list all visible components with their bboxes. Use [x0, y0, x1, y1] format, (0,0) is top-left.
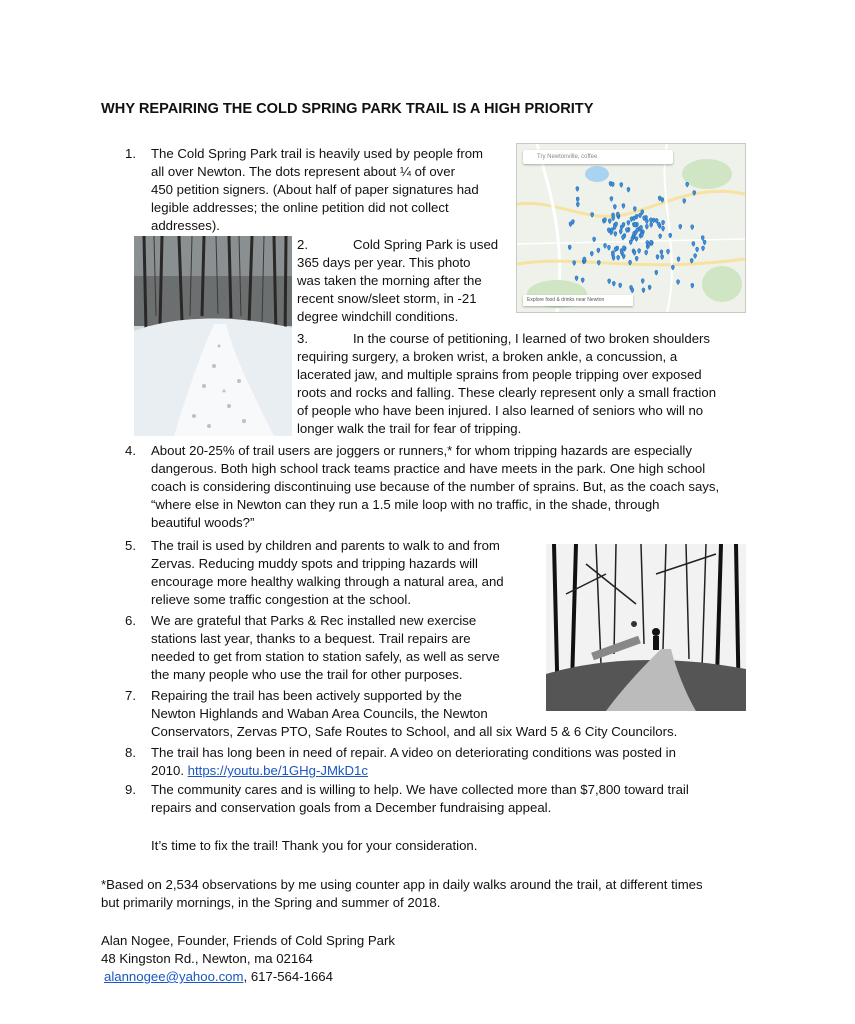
item-2-line-3: was taken the morning after the: [297, 273, 482, 288]
item-3-line-2: requiring surgery, a broken wrist, a broken ankle, a concussion, a: [297, 349, 678, 364]
item-9-line-1: The community cares and is willing to help. We have collected more than $7,800 toward trail: [151, 782, 689, 797]
item-9-line-2: repairs and conservation goals from a December fundraising appeal.: [151, 800, 552, 815]
item-4-line-3: coach is considering discontinuing use because of the number of sprains. But, as the coach says,: [151, 479, 720, 494]
item-1-line-1: The Cold Spring Park trail is heavily used by people from: [151, 146, 484, 161]
item-3-line-6: longer walk the trail for fear of tripping.: [297, 421, 522, 436]
snowy-trail-photo: [134, 236, 292, 436]
item-number-1: 1.: [125, 146, 136, 161]
item-8-line-1: The trail has long been in need of repair. A video on deteriorating conditions was posted in: [151, 745, 676, 760]
item-number-5: 5.: [125, 538, 136, 553]
item-3-line-3: lacerated jaw, and multiple sprains from people tripping over exposed: [297, 367, 702, 382]
map-footer-label: Explore food & drinks near Newton: [523, 295, 633, 306]
item-2-line-5: degree windchill conditions.: [297, 309, 459, 324]
item-5-line-3: encourage more healthy walking through a natural area, and: [151, 574, 504, 589]
item-number-2: 2.: [297, 237, 308, 252]
item-number-9: 9.: [125, 782, 136, 797]
page-title: WHY REPAIRING THE COLD SPRING PARK TRAIL IS A HIGH PRIORITY: [101, 101, 594, 117]
item-4-line-4: “where else in Newton can they run a 1.5 mile loop with no traffic, in the shade, through: [151, 497, 660, 512]
item-7-line-2: Newton Highlands and Waban Area Councils, the Newton: [151, 706, 488, 721]
footnote-line-1: *Based on 2,534 observations by me using counter app in daily walks around the trail, at different times: [101, 877, 703, 892]
item-5-line-4: relieve some traffic congestion at the school.: [151, 592, 411, 607]
footnote-line-2: but primarily mornings, in the Spring and summer of 2018.: [101, 895, 441, 910]
map-search-bar: Try Newtonville, coffee: [523, 150, 673, 164]
item-4-line-2: dangerous. Both high school track teams practice and have meets in the park. One high school: [151, 461, 706, 476]
youtube-video-link[interactable]: https://youtu.be/1GHg-JMkD1c: [187, 763, 368, 778]
item-5-line-1: The trail is used by children and parents to walk to and from: [151, 538, 500, 553]
item-8-line-2: [151, 762, 368, 780]
item-number-3: 3.: [297, 331, 308, 346]
trail-exercise-station-photo: [546, 544, 746, 711]
item-5-line-2: Zervas. Reducing muddy spots and tripping hazards will: [151, 556, 478, 571]
item-number-7: 7.: [125, 688, 136, 703]
item-number-8: 8.: [125, 745, 136, 760]
item-2-line-4: recent snow/sleet storm, in -21: [297, 291, 477, 306]
item-1-line-4: legible addresses; the online petition did not collect: [151, 200, 449, 215]
item-6-line-4: the many people who use the trail for other purposes.: [151, 667, 463, 682]
item-8-line-2-text: 2010.: [151, 763, 188, 778]
email-link[interactable]: alannogee@yahoo.com: [104, 969, 244, 984]
item-7-line-3: Conservators, Zervas PTO, Safe Routes to School, and all six Ward 5 & 6 City Councilors.: [151, 724, 678, 739]
item-1-line-3: 450 petition signers. (About half of paper signatures had: [151, 182, 479, 197]
item-6-line-3: needed to get from station to station safely, as well as serve: [151, 649, 500, 664]
item-1-line-2: all over Newton. The dots represent about ¼ of over: [151, 164, 455, 179]
item-4-line-5: beautiful woods?”: [151, 515, 255, 530]
map-graphic: [517, 144, 745, 312]
signature-contact: [101, 968, 333, 986]
signature-name: Alan Nogee, Founder, Friends of Cold Spring Park: [101, 933, 395, 948]
item-number-6: 6.: [125, 613, 136, 628]
item-4-line-1: About 20-25% of trail users are joggers or runners,* for whom tripping hazards are especially: [151, 443, 692, 458]
item-6-line-2: stations last year, thanks to a bequest. Trail repairs are: [151, 631, 471, 646]
phone-number: , 617-564-1664: [243, 969, 333, 984]
petition-signers-map: [516, 143, 746, 313]
item-3-line-5: of people who have been injured. I also learned of seniors who will no: [297, 403, 704, 418]
item-number-4: 4.: [125, 443, 136, 458]
item-2-line-1: Cold Spring Park is used: [353, 237, 499, 252]
item-2-line-2: 365 days per year. This photo: [297, 255, 471, 270]
signature-address: 48 Kingston Rd., Newton, ma 02164: [101, 951, 313, 966]
item-6-line-1: We are grateful that Parks & Rec installed new exercise: [151, 613, 477, 628]
item-3-line-4: roots and rocks and falling. These clearly represent only a small fraction: [297, 385, 717, 400]
trail-station-graphic: [546, 544, 746, 711]
item-1-line-5: addresses).: [151, 218, 220, 233]
closing-statement: It’s time to fix the trail! Thank you for your consideration.: [151, 838, 478, 853]
item-3-line-1: In the course of petitioning, I learned of two broken shoulders: [353, 331, 711, 346]
item-7-line-1: Repairing the trail has been actively supported by the: [151, 688, 462, 703]
snowy-trail-graphic: [134, 236, 292, 436]
